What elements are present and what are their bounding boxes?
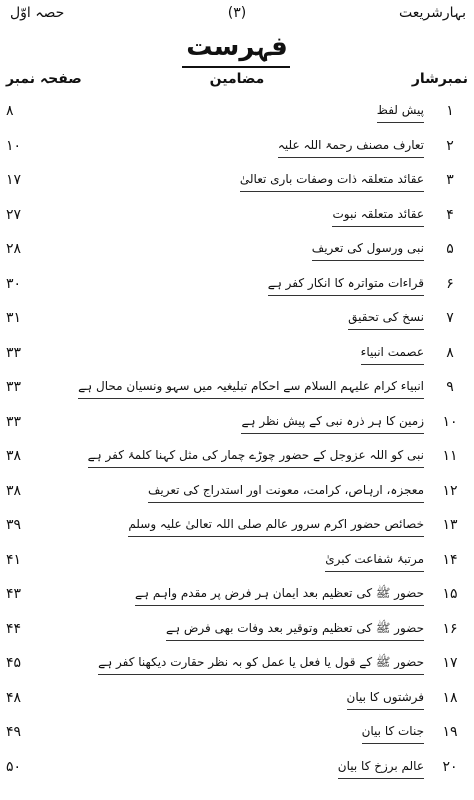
entry-title: معجزہ، ارہاص، کرامت، معونت اور استدراج کی تعریف bbox=[147, 482, 424, 497]
entry-title: عقائد متعلقہ ذات وصفات باری تعالیٰ bbox=[239, 172, 424, 186]
entry-underline bbox=[241, 433, 424, 434]
entry-number: ۸ bbox=[446, 344, 454, 361]
toc-row bbox=[0, 717, 474, 750]
entry-number: ۲ bbox=[446, 137, 454, 154]
entry-number: ۵ bbox=[446, 241, 454, 257]
entry-page-number: ۳۸ bbox=[6, 482, 22, 499]
entry-number: ۱۸ bbox=[442, 689, 458, 706]
toc-row bbox=[0, 648, 474, 681]
entry-number: ۱۰ bbox=[442, 413, 458, 430]
entry-title: خصائص حضور اکرم سرور عالم صلی اللہ تعالیٰ علیہ وسلم bbox=[128, 517, 424, 531]
entry-number: ۱۳ bbox=[442, 517, 458, 533]
toc-row bbox=[0, 372, 474, 405]
entry-number: ۱۶ bbox=[442, 620, 458, 637]
toc-row bbox=[0, 200, 474, 233]
entry-page-number: ۳۳ bbox=[6, 379, 22, 395]
entry-title: حضور ﷺ کے قول یا فعل یا عمل کو بہ نظر حقارت دیکھنا کفر ہے bbox=[98, 655, 424, 669]
entry-title: مرتبۂ شفاعت کبریٰ bbox=[325, 551, 424, 566]
entry-underline bbox=[268, 295, 424, 296]
entry-title: عقائد متعلقہ نبوت bbox=[332, 206, 424, 221]
entry-page-number: ۳۳ bbox=[6, 344, 22, 361]
entry-underline bbox=[148, 502, 424, 503]
entry-page-number: ۳۹ bbox=[6, 517, 22, 533]
toc-row bbox=[0, 407, 474, 440]
entry-title: زمین کا ہر ذرہ نبی کے پیش نظر ہے bbox=[241, 413, 424, 428]
entry-title: عصمت انبیاء bbox=[360, 344, 424, 359]
entry-underline bbox=[338, 778, 424, 779]
toc-row bbox=[0, 96, 474, 129]
entry-page-number: ۴۵ bbox=[6, 655, 22, 671]
entry-title: عالم برزخ کا بیان bbox=[337, 758, 424, 773]
entry-number: ۱ bbox=[446, 103, 454, 119]
entry-underline bbox=[78, 398, 424, 399]
entry-page-number: ۲۷ bbox=[6, 206, 22, 223]
entry-underline bbox=[332, 226, 424, 227]
book-title: بہارشریعت bbox=[399, 5, 466, 21]
entry-page-number: ۲۸ bbox=[6, 241, 22, 257]
toc-row bbox=[0, 752, 474, 785]
entry-underline bbox=[166, 640, 424, 641]
column-header-number: نمبرشار bbox=[411, 71, 468, 87]
toc-row bbox=[0, 131, 474, 164]
toc-row bbox=[0, 579, 474, 612]
entry-title: پیش لفظ bbox=[376, 103, 424, 117]
entry-page-number: ۴۹ bbox=[6, 724, 22, 740]
entry-underline bbox=[347, 709, 424, 710]
entry-underline bbox=[312, 260, 424, 261]
entry-underline bbox=[362, 743, 424, 744]
toc-row bbox=[0, 269, 474, 302]
entry-title: نبی کو اللہ عزوجل کے حضور چوڑے چمار کی مثل کہنا کلمۂ کفر ہے bbox=[87, 448, 424, 462]
entry-page-number: ۴۳ bbox=[6, 586, 22, 602]
entry-underline bbox=[135, 605, 424, 606]
entry-title: جنات کا بیان bbox=[361, 724, 424, 738]
entry-underline bbox=[325, 571, 424, 572]
entry-title: حضور ﷺ کی تعظیم وتوقیر بعد وفات بھی فرض ہے bbox=[166, 620, 424, 635]
entry-page-number: ۳۳ bbox=[6, 413, 22, 430]
entry-underline bbox=[128, 536, 424, 537]
entry-title: تعارف مصنف رحمۃ اللہ علیہ bbox=[277, 137, 424, 152]
entry-page-number: ۳۰ bbox=[6, 275, 22, 292]
entry-number: ۷ bbox=[446, 310, 454, 326]
toc-row bbox=[0, 234, 474, 267]
entry-number: ۳ bbox=[446, 172, 454, 188]
page-marker: (۳) bbox=[227, 5, 247, 21]
toc-row bbox=[0, 545, 474, 578]
entry-page-number: ۵۰ bbox=[6, 758, 22, 775]
entry-number: ۱۴ bbox=[442, 551, 458, 568]
entry-title: نسخ کی تحقیق bbox=[348, 310, 424, 324]
entry-page-number: ۱۷ bbox=[6, 172, 22, 188]
toc-row bbox=[0, 441, 474, 474]
entry-number: ۶ bbox=[446, 275, 454, 292]
toc-row bbox=[0, 683, 474, 716]
entry-number: ۴ bbox=[446, 206, 454, 223]
entry-page-number: ۳۱ bbox=[6, 310, 22, 326]
entry-page-number: ۴۸ bbox=[6, 689, 22, 706]
column-header-page: صفحہ نمبر bbox=[6, 71, 82, 87]
entry-number: ۱۵ bbox=[442, 586, 458, 602]
entry-underline bbox=[348, 329, 424, 330]
title-underline bbox=[182, 66, 290, 68]
toc-row bbox=[0, 614, 474, 647]
toc-row bbox=[0, 338, 474, 371]
entry-underline bbox=[88, 467, 424, 468]
entry-page-number: ۳۸ bbox=[6, 448, 22, 464]
entry-underline bbox=[98, 674, 424, 675]
entry-page-number: ۱۰ bbox=[6, 137, 22, 154]
entry-title: حضور ﷺ کی تعظیم بعد ایمان ہر فرض پر مقدم واہم ہے bbox=[135, 586, 424, 600]
entry-number: ۱۹ bbox=[442, 724, 458, 740]
entry-title: انبیاء کرام علیہم السلام سے احکام تبلیغیہ میں سہو ونسیان محال ہے bbox=[78, 379, 424, 393]
toc-row bbox=[0, 303, 474, 336]
part-label: حصہ اوّل bbox=[10, 5, 65, 21]
entry-number: ۱۱ bbox=[442, 448, 458, 464]
entry-number: ۲۰ bbox=[442, 758, 458, 775]
entry-number: ۹ bbox=[446, 379, 454, 395]
entry-title: قراءات متواترہ کا انکار کفر ہے bbox=[267, 275, 424, 290]
entry-page-number: ۴۴ bbox=[6, 620, 22, 637]
toc-row bbox=[0, 165, 474, 198]
entry-title: نبی ورسول کی تعریف bbox=[311, 241, 424, 255]
entry-page-number: ۴۱ bbox=[6, 551, 22, 568]
page-title: فہرست bbox=[186, 32, 288, 62]
entry-title: فرشتوں کا بیان bbox=[346, 689, 424, 704]
entry-underline bbox=[240, 191, 424, 192]
entry-number: ۱۲ bbox=[442, 482, 458, 499]
toc-row bbox=[0, 476, 474, 509]
entry-number: ۱۷ bbox=[442, 655, 458, 671]
entry-underline bbox=[361, 364, 424, 365]
toc-row bbox=[0, 510, 474, 543]
entry-page-number: ۸ bbox=[6, 103, 14, 119]
column-header-topics: مضامین bbox=[209, 71, 265, 87]
entry-underline bbox=[278, 157, 424, 158]
entry-underline bbox=[377, 122, 424, 123]
